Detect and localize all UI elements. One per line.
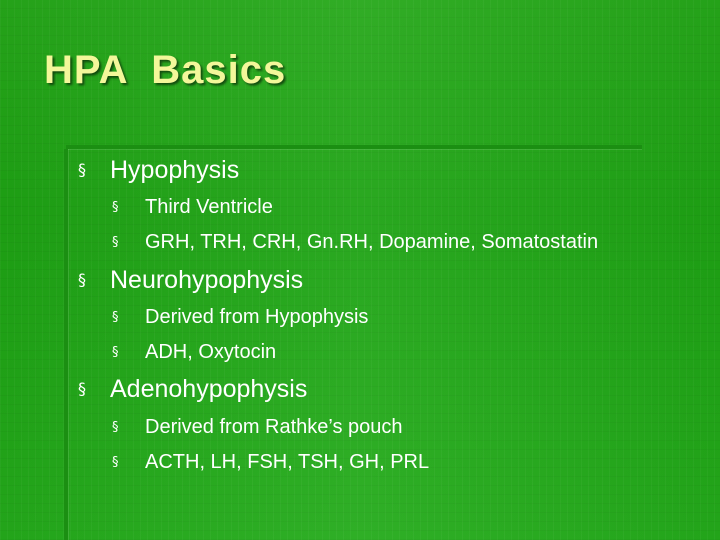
section-heading-label: Neurohypophysis: [110, 266, 304, 294]
list-item-text: Derived from Rathke’s pouch: [145, 416, 403, 438]
section-heading-label: Hypophysis: [110, 156, 240, 184]
bullet-icon: §: [78, 270, 86, 289]
bullet-icon: §: [112, 200, 119, 215]
decorative-horizontal-line: [66, 145, 642, 149]
list-item-text: Derived from Hypophysis: [145, 306, 369, 328]
bullet-icon: §: [78, 160, 86, 179]
bullet-icon: §: [112, 345, 119, 360]
bullet-icon: §: [112, 235, 119, 250]
section-heading-label: Adenohypophysis: [110, 375, 308, 403]
decorative-vertical-line: [64, 149, 68, 540]
section-heading-hypophysis: [78, 156, 239, 185]
list-item: [112, 196, 273, 219]
bullet-icon: §: [112, 420, 119, 435]
list-item: [112, 451, 429, 474]
section-heading-adenohypophysis: [78, 375, 307, 404]
list-item: [112, 231, 598, 254]
bullet-icon: §: [112, 310, 119, 325]
list-item: [112, 306, 368, 329]
list-item-text: ADH, Oxytocin: [145, 341, 277, 363]
bullet-icon: §: [112, 455, 119, 470]
bullet-icon: §: [78, 379, 86, 398]
list-item: [112, 416, 403, 439]
list-item-text: ACTH, LH, FSH, TSH, GH, PRL: [145, 451, 430, 473]
slide-title: HPA Basics: [44, 48, 287, 92]
list-item: [112, 341, 276, 364]
list-item-text: Third Ventricle: [145, 196, 273, 218]
section-heading-neurohypophysis: [78, 266, 303, 295]
list-item-text: GRH, TRH, CRH, Gn.RH, Dopamine, Somatostatin: [145, 231, 599, 253]
